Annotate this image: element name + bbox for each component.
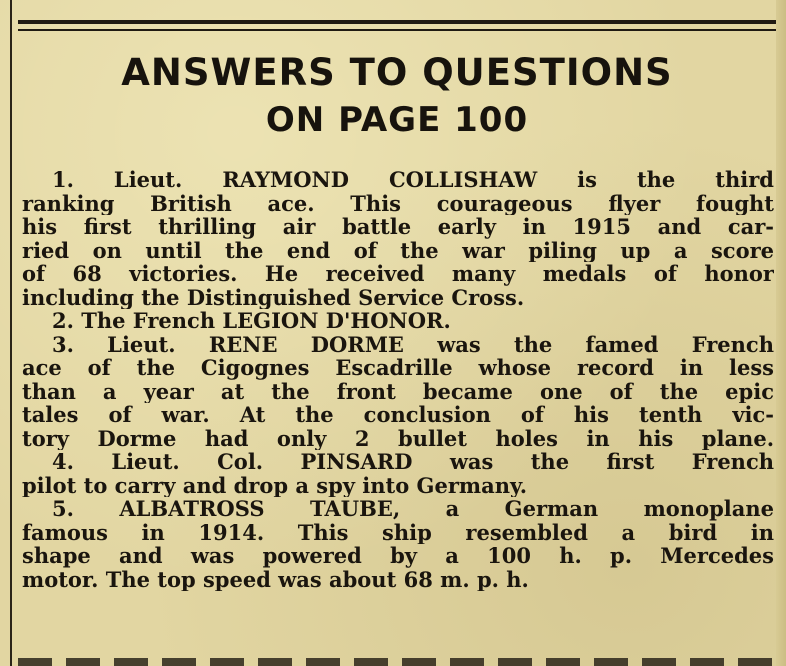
answer-1-line: of 68 victories. He received many medals of honor <box>22 262 774 286</box>
headline <box>18 50 776 144</box>
answer-1-line: ried on until the end of the war piling up a score <box>22 238 774 262</box>
answer-3-line: ace of the Cigognes Escadrille whose record in less <box>22 356 774 380</box>
answer-3-line: tales of war. At the conclusion of his tenth vic- <box>22 403 774 427</box>
answer-1-line: including the Distinguished Service Cross. <box>22 285 525 309</box>
top-rule-thick <box>18 20 776 24</box>
answer-3-line: 3. Lieut. RENE DORME was the famed French <box>52 332 774 356</box>
answer-3-line: tory Dorme had only 2 bullet holes in his plane. <box>22 426 774 450</box>
answer-1-line: his first thrilling air battle early in 1915 and car- <box>22 215 774 239</box>
left-column-rule <box>10 0 12 666</box>
headline-line-1: ANSWERS TO QUESTIONS <box>121 51 673 94</box>
answer-1-line: 1. Lieut. RAYMOND COLLISHAW is the third <box>52 168 774 192</box>
article-body <box>22 168 774 591</box>
answer-1-line: ranking British ace. This courageous flyer fought <box>22 191 774 215</box>
answer-4-line: pilot to carry and drop a spy into Germany. <box>22 473 528 497</box>
answer-4-line: 4. Lieut. Col. PINSARD was the first French <box>52 450 774 474</box>
right-page-edge <box>776 0 786 666</box>
bottom-rule-fragment <box>18 658 776 666</box>
answer-5-line: famous in 1914. This ship resembled a bird in <box>22 520 774 544</box>
answer-5-line: motor. The top speed was about 68 m. p. h. <box>22 567 529 591</box>
top-rule-thin <box>18 29 776 31</box>
answer-5-line: shape and was powered by a 100 h. p. Mercedes <box>22 544 774 568</box>
answer-5-line: 5. ALBATROSS TAUBE, a German monoplane <box>52 497 774 521</box>
answer-3-line: than a year at the front became one of the epic <box>22 379 774 403</box>
headline-line-2: ON PAGE 100 <box>265 100 529 140</box>
answer-2-line: 2. The French LEGION D'HONOR. <box>52 309 451 333</box>
